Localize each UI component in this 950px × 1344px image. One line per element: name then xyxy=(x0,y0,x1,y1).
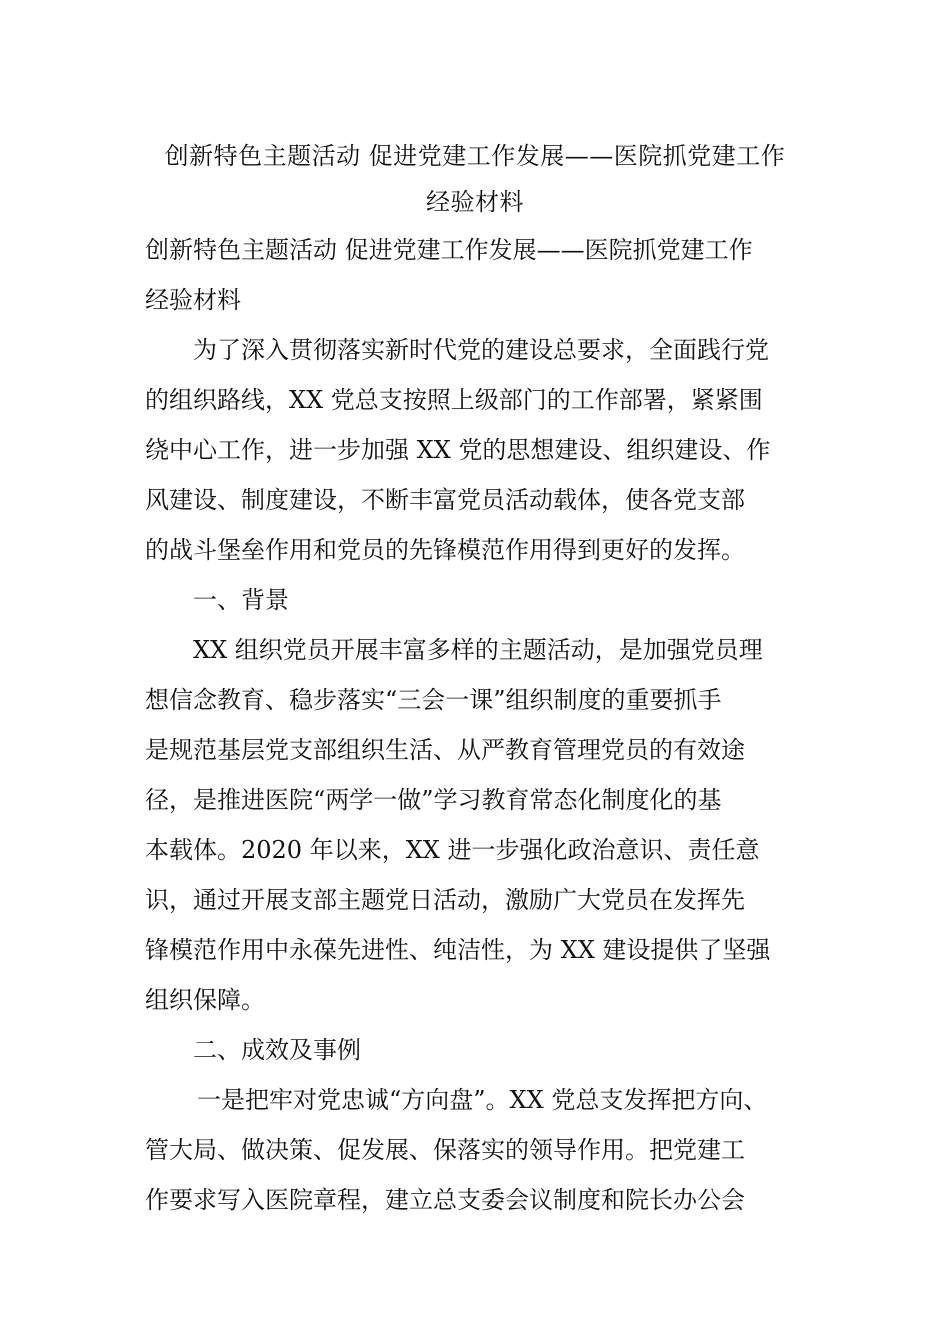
section1-line-2: 想信念教育、稳步落实“三会一课”组织制度的重要抓手 xyxy=(145,686,722,714)
intro-line-4: 风建设、制度建设，不断丰富党员活动载体，使各党支部 xyxy=(145,486,745,514)
section1-line-6: 识，通过开展支部主题党日活动，激励广大党员在发挥先 xyxy=(145,886,745,914)
section-heading-background: 一、背景 xyxy=(193,586,289,614)
document-title xyxy=(130,133,820,225)
section1-line-5: 本载体。2020 年以来，XX 进一步强化政治意识、责任意 xyxy=(145,836,760,864)
document-body xyxy=(145,225,815,1225)
intro-line-3: 绕中心工作，进一步加强 XX 党的思想建设、组织建设、作 xyxy=(145,436,771,464)
intro-line-5: 的战斗堡垒作用和党员的先锋模范作用得到更好的发挥。 xyxy=(145,536,745,564)
section1-line-3: 是规范基层党支部组织生活、从严教育管理党员的有效途 xyxy=(145,736,745,764)
title-line-1: 创新特色主题活动 促进党建工作发展——医院抓党建工作 xyxy=(164,142,786,170)
section1-line-7: 锋模范作用中永葆先进性、纯洁性，为 XX 建设提供了坚强 xyxy=(145,936,771,964)
intro-line-2: 的组织路线，XX 党总支按照上级部门的工作部署，紧紧围 xyxy=(145,386,763,414)
subtitle-line-1: 创新特色主题活动 促进党建工作发展——医院抓党建工作 xyxy=(145,236,753,264)
section2-line-3: 作要求写入医院章程，建立总支委会议制度和院长办公会 xyxy=(145,1186,745,1214)
subtitle-line-2: 经验材料 xyxy=(145,286,241,314)
section1-line-1: XX 组织党员开展丰富多样的主题活动，是加强党员理 xyxy=(193,636,763,664)
intro-line-1: 为了深入贯彻落实新时代党的建设总要求，全面践行党 xyxy=(193,336,769,364)
section1-line-8: 组织保障。 xyxy=(145,986,265,1014)
section2-line-2: 管大局、做决策、促发展、保落实的领导作用。把党建工 xyxy=(145,1136,745,1164)
section-heading-results: 二、成效及事例 xyxy=(193,1036,361,1064)
section2-line-1: 一是把牢对党忠诚“方向盘”。XX 党总支发挥把方向、 xyxy=(197,1086,768,1114)
title-line-2: 经验材料 xyxy=(426,188,524,216)
section1-line-4: 径，是推进医院“两学一做”学习教育常态化制度化的基 xyxy=(145,786,722,814)
